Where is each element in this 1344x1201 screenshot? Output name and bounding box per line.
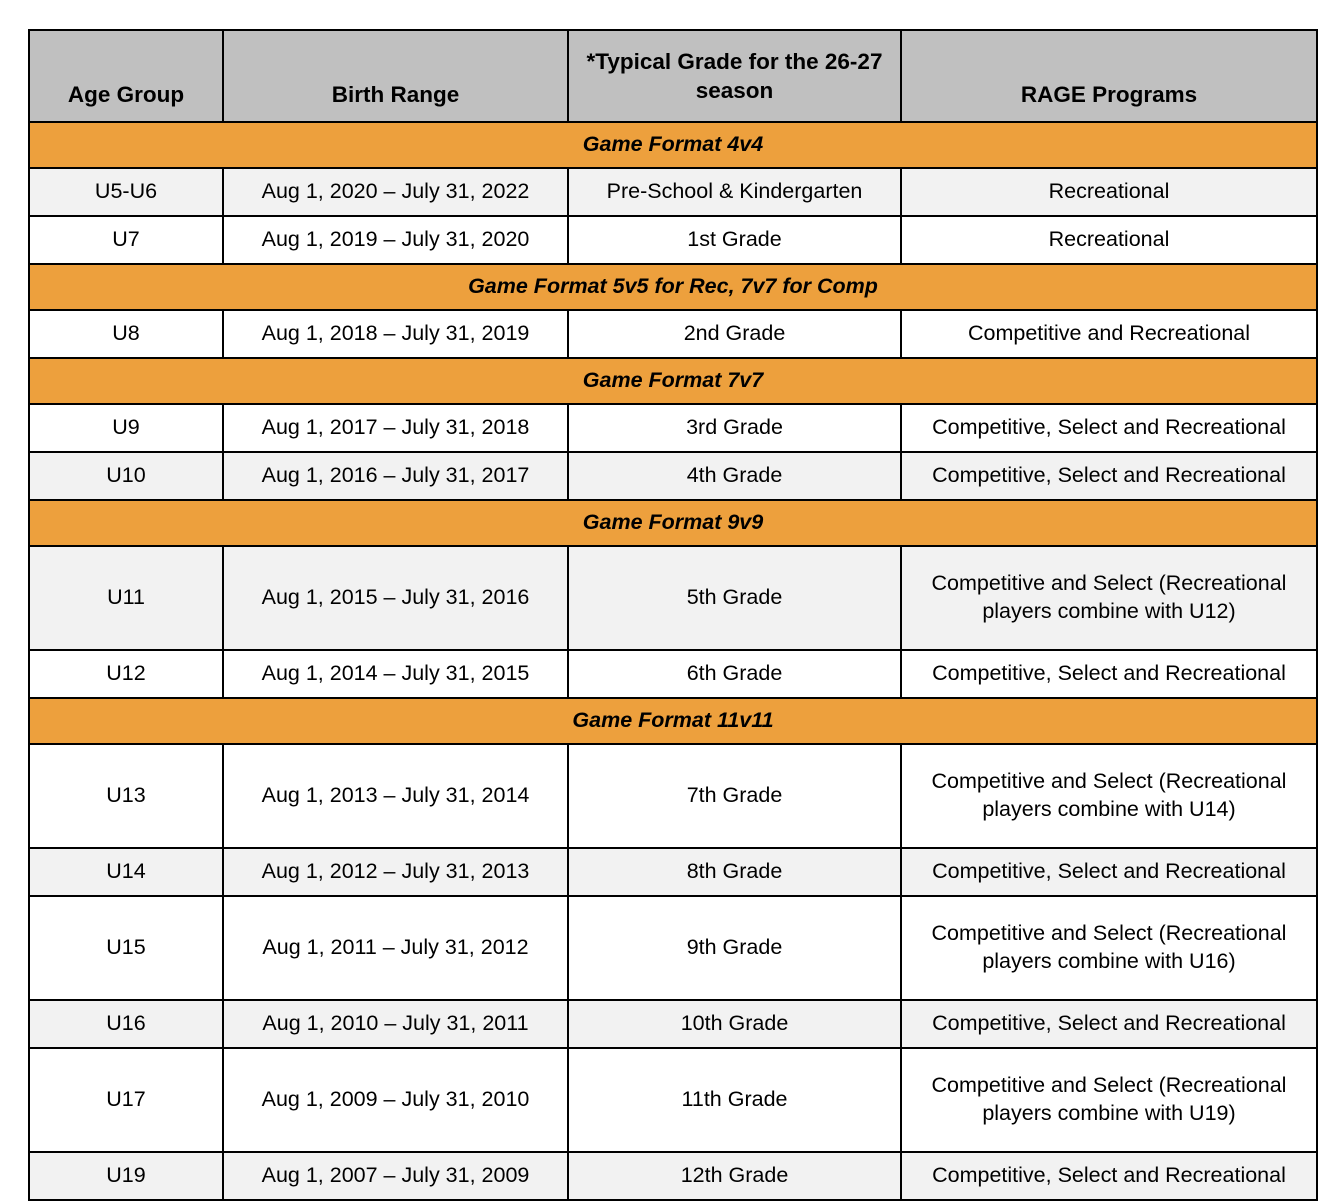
- cell-age-group: U11: [29, 546, 223, 650]
- cell-birth-range: Aug 1, 2011 – July 31, 2012: [223, 896, 568, 1000]
- cell-birth-range: Aug 1, 2010 – July 31, 2011: [223, 1000, 568, 1048]
- cell-rage-programs: Competitive, Select and Recreational: [901, 650, 1317, 698]
- column-header-age-group: Age Group: [29, 30, 223, 122]
- table-header: [29, 30, 1317, 122]
- table-row: [29, 1048, 1317, 1152]
- table-row: [29, 310, 1317, 358]
- cell-rage-programs: Competitive, Select and Recreational: [901, 1000, 1317, 1048]
- cell-rage-programs: Recreational: [901, 216, 1317, 264]
- cell-age-group: U19: [29, 1152, 223, 1200]
- table-row: [29, 546, 1317, 650]
- cell-age-group: U13: [29, 744, 223, 848]
- game-format-label: Game Format 5v5 for Rec, 7v7 for Comp: [29, 264, 1317, 310]
- column-header-typical-grade: *Typical Grade for the 26-27 season: [568, 30, 901, 122]
- cell-rage-programs: Competitive, Select and Recreational: [901, 404, 1317, 452]
- cell-birth-range: Aug 1, 2016 – July 31, 2017: [223, 452, 568, 500]
- cell-typical-grade: 9th Grade: [568, 896, 901, 1000]
- game-format-banner-row: [29, 698, 1317, 744]
- cell-typical-grade: 2nd Grade: [568, 310, 901, 358]
- game-format-banner-row: [29, 358, 1317, 404]
- cell-age-group: U17: [29, 1048, 223, 1152]
- cell-age-group: U14: [29, 848, 223, 896]
- age-group-table: [28, 29, 1318, 1201]
- cell-birth-range: Aug 1, 2013 – July 31, 2014: [223, 744, 568, 848]
- game-format-banner-row: [29, 122, 1317, 168]
- cell-typical-grade: 12th Grade: [568, 1152, 901, 1200]
- table-row: [29, 452, 1317, 500]
- game-format-label: Game Format 11v11: [29, 698, 1317, 744]
- cell-birth-range: Aug 1, 2019 – July 31, 2020: [223, 216, 568, 264]
- table-row: [29, 404, 1317, 452]
- cell-typical-grade: 1st Grade: [568, 216, 901, 264]
- cell-birth-range: Aug 1, 2018 – July 31, 2019: [223, 310, 568, 358]
- cell-rage-programs: Competitive and Select (Recreational players combine with U12): [901, 546, 1317, 650]
- table-row: [29, 650, 1317, 698]
- cell-rage-programs: Competitive and Select (Recreational players combine with U14): [901, 744, 1317, 848]
- cell-rage-programs: Competitive and Select (Recreational players combine with U19): [901, 1048, 1317, 1152]
- cell-rage-programs: Recreational: [901, 168, 1317, 216]
- cell-typical-grade: Pre-School & Kindergarten: [568, 168, 901, 216]
- column-header-birth-range: Birth Range: [223, 30, 568, 122]
- cell-typical-grade: 8th Grade: [568, 848, 901, 896]
- cell-typical-grade: 5th Grade: [568, 546, 901, 650]
- cell-typical-grade: 3rd Grade: [568, 404, 901, 452]
- cell-age-group: U9: [29, 404, 223, 452]
- cell-age-group: U5-U6: [29, 168, 223, 216]
- cell-birth-range: Aug 1, 2007 – July 31, 2009: [223, 1152, 568, 1200]
- cell-birth-range: Aug 1, 2015 – July 31, 2016: [223, 546, 568, 650]
- cell-typical-grade: 6th Grade: [568, 650, 901, 698]
- game-format-banner-row: [29, 264, 1317, 310]
- cell-rage-programs: Competitive, Select and Recreational: [901, 452, 1317, 500]
- cell-typical-grade: 10th Grade: [568, 1000, 901, 1048]
- cell-birth-range: Aug 1, 2014 – July 31, 2015: [223, 650, 568, 698]
- table-row: [29, 744, 1317, 848]
- cell-age-group: U7: [29, 216, 223, 264]
- cell-typical-grade: 11th Grade: [568, 1048, 901, 1152]
- game-format-banner-row: [29, 500, 1317, 546]
- game-format-label: Game Format 9v9: [29, 500, 1317, 546]
- cell-birth-range: Aug 1, 2009 – July 31, 2010: [223, 1048, 568, 1152]
- game-format-label: Game Format 4v4: [29, 122, 1317, 168]
- table-row: [29, 848, 1317, 896]
- table-row: [29, 1000, 1317, 1048]
- cell-birth-range: Aug 1, 2012 – July 31, 2013: [223, 848, 568, 896]
- cell-typical-grade: 7th Grade: [568, 744, 901, 848]
- table-row: [29, 896, 1317, 1000]
- table-row: [29, 1152, 1317, 1200]
- table-row: [29, 168, 1317, 216]
- header-row: [29, 30, 1317, 122]
- cell-typical-grade: 4th Grade: [568, 452, 901, 500]
- column-header-rage-programs: RAGE Programs: [901, 30, 1317, 122]
- cell-rage-programs: Competitive and Select (Recreational players combine with U16): [901, 896, 1317, 1000]
- cell-rage-programs: Competitive, Select and Recreational: [901, 848, 1317, 896]
- cell-rage-programs: Competitive, Select and Recreational: [901, 1152, 1317, 1200]
- cell-birth-range: Aug 1, 2017 – July 31, 2018: [223, 404, 568, 452]
- cell-rage-programs: Competitive and Recreational: [901, 310, 1317, 358]
- game-format-label: Game Format 7v7: [29, 358, 1317, 404]
- cell-birth-range: Aug 1, 2020 – July 31, 2022: [223, 168, 568, 216]
- cell-age-group: U16: [29, 1000, 223, 1048]
- age-group-table-container: [28, 29, 1316, 1201]
- cell-age-group: U8: [29, 310, 223, 358]
- table-body: [29, 122, 1317, 1200]
- cell-age-group: U10: [29, 452, 223, 500]
- table-row: [29, 216, 1317, 264]
- cell-age-group: U15: [29, 896, 223, 1000]
- cell-age-group: U12: [29, 650, 223, 698]
